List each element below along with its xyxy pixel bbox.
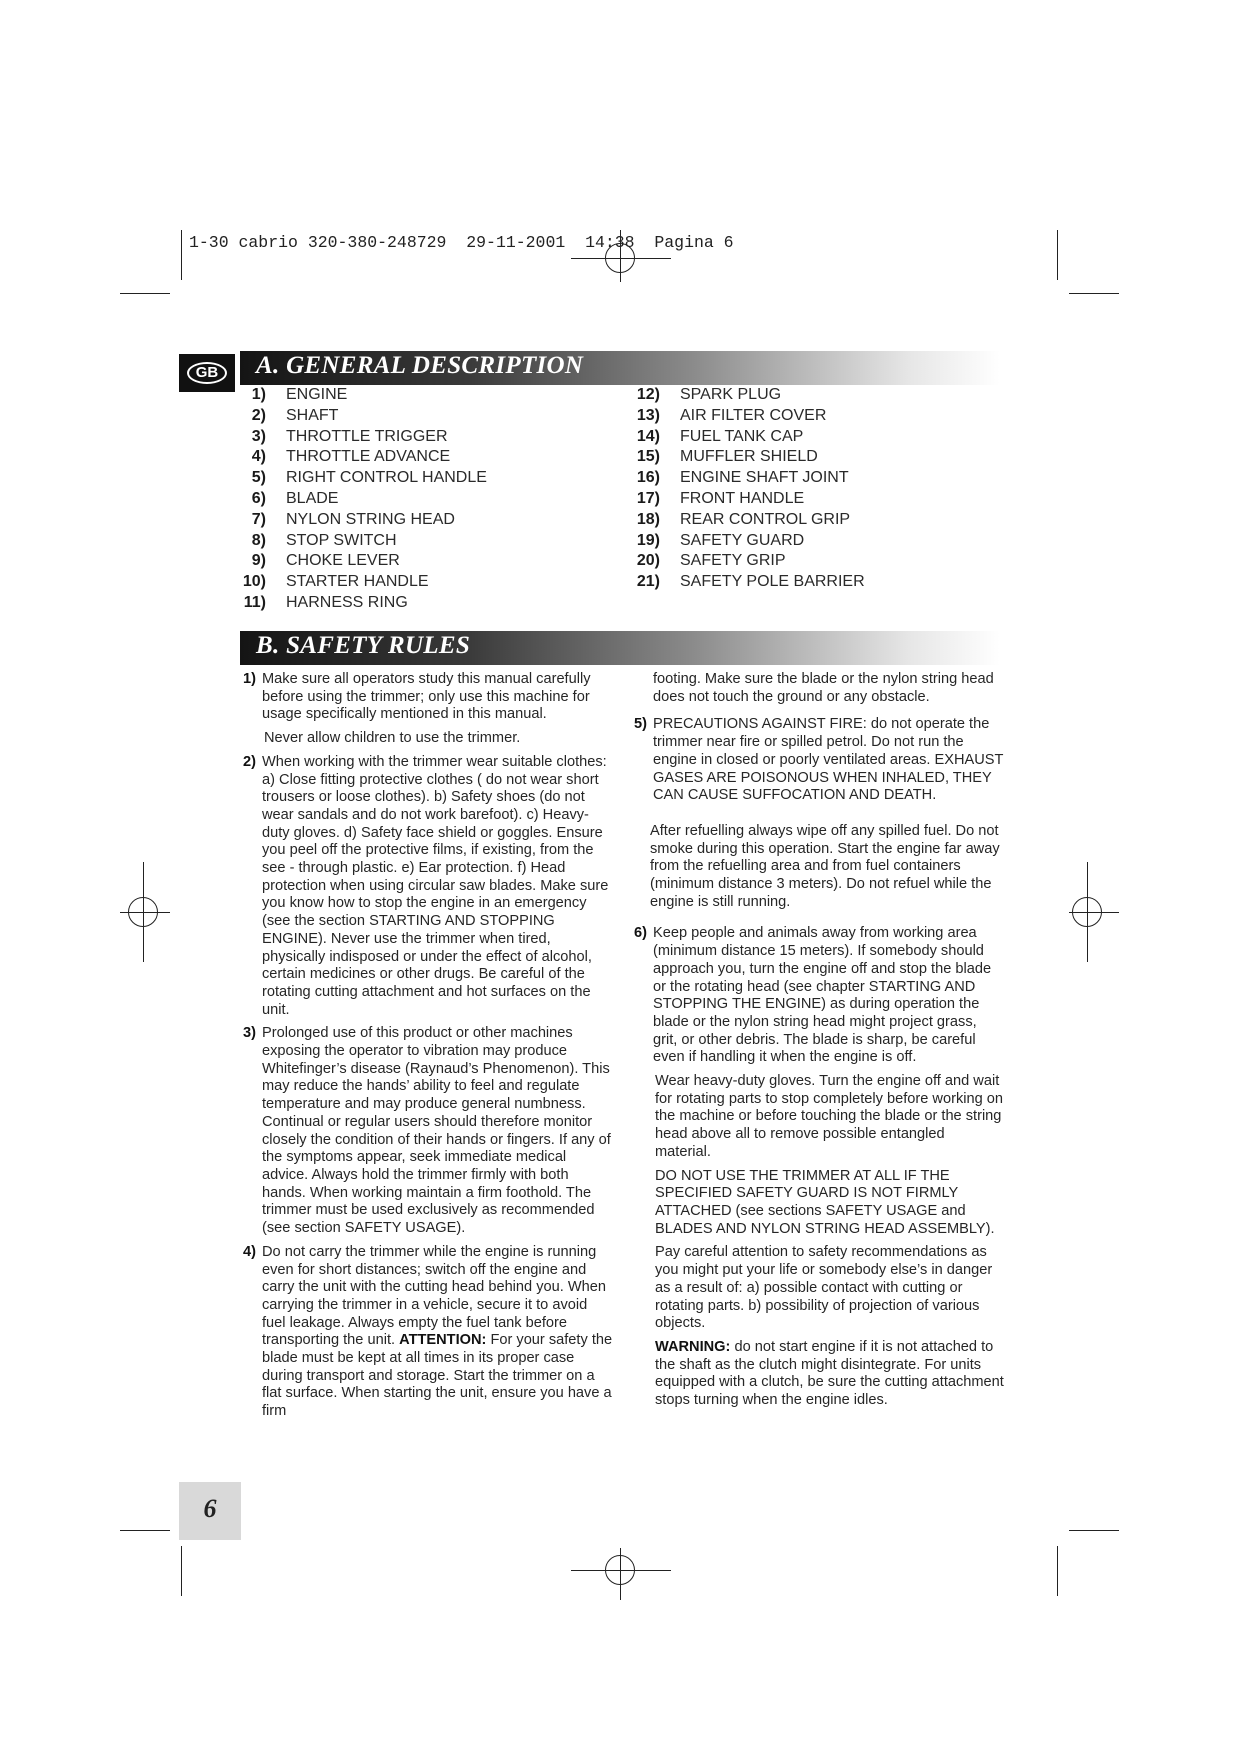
rule-text: Prolonged use of this product or other machines exposing the operator to vibration may produce Whitefinger’s disease (Raynaud’s Phenomenon). This may reduce the hands’ ability to feel and regulate temperature and may produce general numbness. Continual or regular users should therefore monitor closely the condition of their hands or fingers. If any of the symptoms appear, seek immediate medical advice. Always hold the trimmer firmly with both hands. When working maintain a firm foothold. The trimmer must be used exclusively as recommended (see section SAFETY USAGE). [262, 1025, 611, 1237]
registration-mark-right [1072, 897, 1102, 927]
list-item-label: BLADE [286, 489, 339, 507]
list-item-label: CHOKE LEVER [286, 552, 400, 570]
list-item-number: 16) [636, 469, 660, 487]
list-item-label: SAFETY GUARD [680, 531, 805, 549]
list-item-number: 20) [636, 552, 660, 570]
list-item-number: 2) [251, 406, 266, 424]
rule-6-note-gloves: Wear heavy-duty gloves. Turn the engine off and wait for rotating parts to stop completely before working on the machine or before touching the blade or the string head above all to remove possible entangled material. [655, 1073, 1003, 1160]
language-badge-label: GB [187, 362, 227, 384]
crop-mark-top-right-horizontal [1069, 293, 1119, 294]
rule-text: Do not carry the trimmer while the engine is running even for short distances; switch off the engine and carry the unit with the cutting head behind you. When carrying the trimmer in a vehicle, secure it to avoid fuel leakage. Always empty the fuel tank before transporting the unit. [262, 1243, 606, 1349]
safety-rule-3 [243, 1025, 613, 1237]
safety-rule-6 [634, 925, 1004, 1067]
registration-mark-left [128, 897, 158, 927]
list-item-number: 3) [251, 427, 266, 445]
crop-mark-bottom-left-vertical [181, 1546, 182, 1596]
rule-text: Keep people and animals away from working area (minimum distance 15 meters). If somebody should approach you, turn the engine off and stop the blade or the rotating head (see chapter STARTING AND STOPPING THE ENGINE) as during operation the blade or the nylon string head might project grass, grit, or other debris. The blade is sharp, be careful even if handling it when the engine is off. [653, 925, 992, 1066]
crop-mark-top-right-vertical [1057, 230, 1058, 280]
warning-text: do not start engine if it is not attached to the shaft as the clutch might disintegrate. For units equipped with a clutch, be sure the cutting attachment stops turning when the engine idles. [655, 1338, 1004, 1409]
rule-5-note: After refuelling always wipe off any spilled fuel. Do not smoke during this operation. Start the engine far away from the refuelling area and from fuel containers (minimum distance 3 meters). Do not refuel while the engine is still running. [650, 822, 1000, 910]
list-item-label: HARNESS RING [286, 593, 408, 611]
list-item-label: THROTTLE TRIGGER [286, 427, 448, 445]
list-item-number: 12) [636, 386, 660, 403]
list-item-number: 7) [251, 510, 266, 528]
rule-6-note-attention: Pay careful attention to safety recommendations as you might put your life or somebody else’s in danger as a result of: a) possible contact with cutting or rotating parts. b) possibility of projection of various objects. [655, 1244, 993, 1332]
list-item-number: 9) [251, 552, 266, 570]
rule-text: Make sure all operators study this manual carefully before using the trimmer; only use this machine for usage specifically mentioned in this manual. [262, 671, 591, 723]
language-badge [179, 354, 235, 392]
crop-mark-bottom-right-horizontal [1069, 1530, 1119, 1531]
list-item-label: STOP SWITCH [286, 531, 397, 549]
list-item-label: SAFETY GRIP [680, 552, 786, 570]
crop-mark-top-left-vertical [181, 230, 182, 280]
safety-rule-4 [243, 1244, 613, 1421]
list-item-number: 6) [251, 489, 266, 507]
rule-number: 6) [634, 925, 647, 942]
list-item-number: 14) [636, 427, 660, 445]
warning-note [634, 1339, 1004, 1410]
safety-rule-2 [243, 754, 613, 1020]
list-item-label: MUFFLER SHIELD [680, 448, 818, 466]
list-item-label: ENGINE SHAFT JOINT [680, 469, 849, 487]
section-b-title: B. SAFETY RULES [256, 632, 471, 659]
list-item-label: RIGHT CONTROL HANDLE [286, 469, 487, 487]
list-item-number: 13) [636, 406, 660, 424]
crop-mark-top-left-horizontal [120, 293, 170, 294]
list-item-number: 18) [636, 510, 660, 528]
rule-text-continued: For your safety the blade must be kept at all times in its proper case during transport and storage. Start the trimmer on a flat surface. When starting the unit, ensure you have a firm [262, 1332, 613, 1420]
safety-rule-1 [243, 671, 613, 724]
list-item-number: 15) [636, 448, 660, 466]
list-item-label: FUEL TANK CAP [680, 427, 804, 445]
warning-label: WARNING: [655, 1338, 731, 1355]
section-b-header [240, 631, 1000, 665]
list-item-label: SHAFT [286, 406, 339, 424]
list-item-label: ENGINE [286, 386, 348, 403]
registration-mark-bottom [605, 1555, 635, 1585]
list-item-number: 5) [251, 469, 266, 487]
crop-mark-bottom-left-horizontal [120, 1530, 170, 1531]
list-item-number: 1) [251, 386, 266, 403]
list-item-number: 19) [636, 531, 660, 549]
rule-number: 5) [634, 716, 647, 733]
list-item-number: 8) [251, 531, 266, 549]
rule-number: 1) [243, 671, 256, 687]
crop-mark-bottom-right-vertical [1057, 1546, 1058, 1596]
print-slug-line: 1-30 cabrio 320-380-248729 29-11-2001 14:38 Pagina 6 [189, 233, 734, 252]
section-a-title: A. GENERAL DESCRIPTION [256, 352, 584, 379]
page-number: 6 [203, 1494, 217, 1523]
rule-text: When working with the trimmer wear suitable clothes: a) Close fitting protective clothes ( do not wear short trousers or loose clothes). b) Safety shoes (do not wear sandals and do not work barefoot). c) Heavy-duty gloves. d) Safety face shield or goggles. Ensure you peel off the protective films, if existing, from the see - through plastic. e) Ear protection. f) Head protection when using circular saw blades. Make sure you know how to stop the engine in an emergency (see the section STARTING AND STOPPING ENGINE). Never use the trimmer when tired, physically indisposed or under the effect of alcohol, certain medicines or other drugs. Be careful of the rotating cutting attachment and hot surfaces on the unit. [262, 753, 609, 1018]
list-item-label: NYLON STRING HEAD [286, 510, 455, 528]
list-item-number: 10) [242, 573, 266, 591]
page-number-box [179, 1482, 241, 1540]
list-item-label: SAFETY POLE BARRIER [680, 573, 865, 591]
list-item-number: 4) [251, 448, 266, 466]
attention-label: ATTENTION: [399, 1332, 487, 1349]
list-item-label: AIR FILTER COVER [680, 406, 827, 424]
rule-number: 3) [243, 1025, 256, 1042]
rule-4-continuation: footing. Make sure the blade or the nylon string head does not touch the ground or any obstacle. [653, 671, 994, 705]
list-item-label: REAR CONTROL GRIP [680, 510, 851, 528]
list-item-number: 11) [243, 593, 266, 611]
rule-1-note: Never allow children to use the trimmer. [264, 730, 521, 747]
list-item-label: THROTTLE ADVANCE [286, 448, 451, 466]
safety-rules-right-column [634, 671, 1004, 1416]
section-a-header [240, 351, 1000, 385]
list-item-number: 21) [636, 573, 660, 591]
rule-text: PRECAUTIONS AGAINST FIRE: do not operate the trimmer near fire or spilled petrol. Do not run the engine in closed or poorly ventilated areas. EXHAUST GASES ARE POISONOUS WHEN INHALED, THEY CAN CAUSE SUFFOCATION AND DEATH. [653, 716, 1004, 804]
rule-number: 2) [243, 753, 256, 770]
list-item-number: 17) [636, 489, 660, 507]
list-item-label: FRONT HANDLE [680, 489, 805, 507]
rule-6-note-guard: DO NOT USE THE TRIMMER AT ALL IF THE SPECIFIED SAFETY GUARD IS NOT FIRMLY ATTACHED (see sections SAFETY USAGE and BLADES AND NYLON STRING HEAD ASSEMBLY). [655, 1167, 995, 1237]
list-item-label: STARTER HANDLE [286, 573, 429, 591]
list-item-label: SPARK PLUG [680, 386, 782, 403]
rule-number: 4) [243, 1243, 256, 1260]
safety-rules-left-column [243, 671, 613, 1427]
safety-rule-5 [634, 716, 1004, 805]
